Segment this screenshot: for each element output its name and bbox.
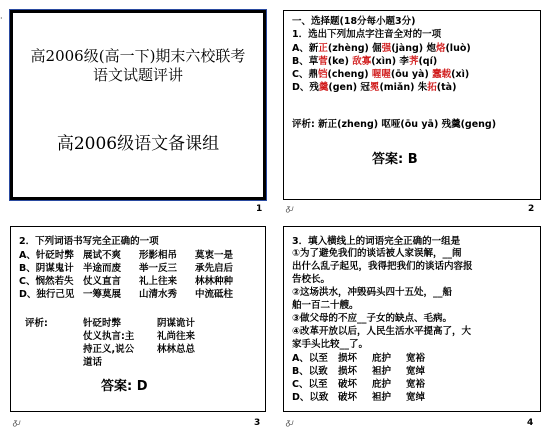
slide4-options <box>292 352 536 404</box>
option-row: B、阴谋鬼计 半途而废 举一反三 承先启后 <box>19 263 234 274</box>
slide3-transition-icon: ᵹᴊ <box>13 418 21 427</box>
option-row: A、新正(zhèng) 倔强(jàng) 炮烙(luò) <box>292 43 471 54</box>
slide2-heading: 一、选择题(18分每小题3分) <box>292 16 416 27</box>
slide4-page-number: 4 <box>527 418 534 428</box>
option-row: D、独行己见 一筹莫展 山清水秀 中流砥柱 <box>19 289 234 300</box>
option-row: D、残羹(gen) 冠冕(miǎn) 朱拓(tà) <box>292 82 457 93</box>
option-row: B、草菅(ke) 敌寡(xìn) 李荠(qí) <box>292 56 438 67</box>
slide3-answer: 答案: D <box>101 379 148 394</box>
slide-thumbnail-3[interactable] <box>10 226 266 412</box>
corner-mark: · <box>0 14 3 23</box>
slide1-title-line1: 高2006级(高一下)期末六校联考 <box>30 47 246 65</box>
passage-line: ③做父母的不应__子女的缺点、毛病。 <box>292 313 453 324</box>
slide4-passage <box>292 248 536 352</box>
slide-thumbnail-2[interactable] <box>283 10 541 200</box>
passage-line: 家手头比较__了。 <box>292 339 369 350</box>
option-row: C、鼎铛(cheng) 喔喔(ōu yà) 蠢载(xì) <box>292 69 470 80</box>
option-row: A、以至 损坏 庇护 宽裕 <box>292 353 426 364</box>
slide4-question: 3．填入横线上的词语完全正确的一组是 <box>292 236 461 247</box>
slide-thumbnail-1[interactable] <box>10 10 266 200</box>
slide4-transition-icon: ᵹᴊ <box>286 418 294 427</box>
option-row: C、悯然若失 仗义直言 礼上往来 林林种种 <box>19 276 234 287</box>
slide2-analysis: 评析: 新正(zheng) 呕哑(ōu yā) 残羹(geng) <box>292 119 497 130</box>
option-row: D、以致 破坏 袒护 宽绰 <box>292 392 426 403</box>
passage-line: 出什么乱子起见，我得把我们的谈话内容报 <box>292 261 473 272</box>
slide3-analysis-label: 评析: <box>25 318 48 329</box>
slide3-question: 2．下列词语书写完全正确的一项 <box>19 236 159 247</box>
option-row: A、针砭时弊 展试不爽 形影相吊 莫衷一是 <box>19 250 234 261</box>
passage-line: 告校长。 <box>292 274 331 285</box>
passage-line: ④改革开放以后，人民生活水平提高了，大 <box>292 326 472 337</box>
slide1-subtitle: 高2006级语文备课组 <box>56 134 220 154</box>
slide2-answer: 答案: B <box>372 152 418 167</box>
slide3-analysis-col1: 针砭时弊 仗义执言:主 持正义,说公 道话 <box>83 318 135 368</box>
slide3-analysis-col2: 阴谋诡计 礼尚往来 林林总总 <box>157 318 196 355</box>
option-row: B、以致 损坏 袒护 宽绰 <box>292 366 426 377</box>
slide1-title <box>13 47 263 85</box>
slide-thumbnail-4[interactable] <box>283 226 541 412</box>
passage-line: 舶一百二十艘。 <box>292 300 359 311</box>
slide2-question: 1．选出下列加点字注音全对的一项 <box>292 29 442 40</box>
passage-line: ①为了避免我们的谈话被人家误解，__闹 <box>292 248 462 259</box>
slide3-options <box>19 249 261 301</box>
slide3-page-number: 3 <box>254 418 261 428</box>
slide2-transition-icon: ᵹᴊ <box>286 204 294 213</box>
slide2-page-number: 2 <box>528 204 535 214</box>
passage-line: ②这场洪水，冲毁码头四十五处，__船 <box>292 287 453 298</box>
slide1-page-number: 1 <box>256 204 263 214</box>
slide1-title-line2: 语文试题评讲 <box>92 66 183 84</box>
option-row: C、以至 破坏 庇护 宽裕 <box>292 379 426 390</box>
slide2-options <box>292 42 536 94</box>
